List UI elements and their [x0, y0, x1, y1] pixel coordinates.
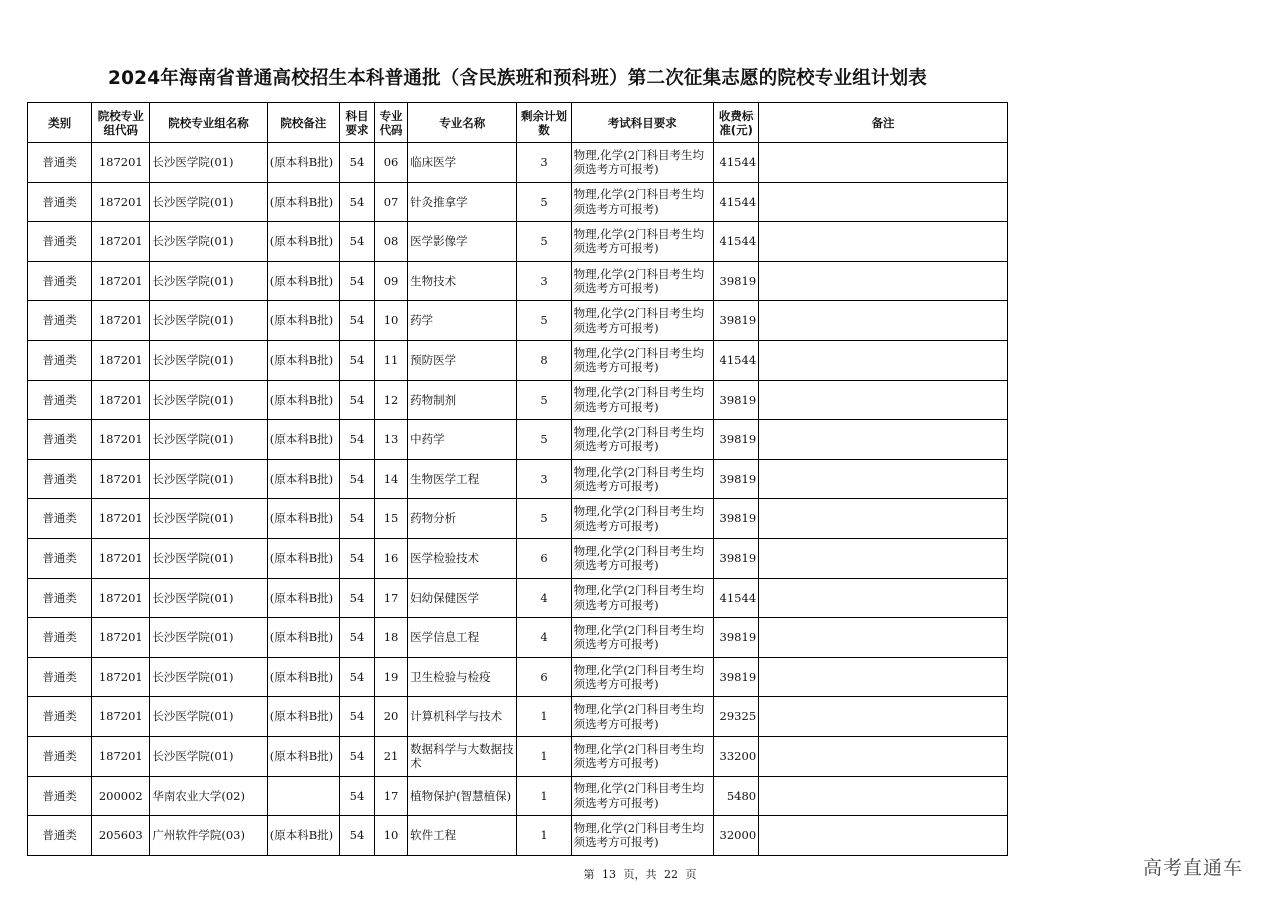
cell-fee: 39819: [714, 459, 759, 499]
table-row: [28, 736, 1008, 776]
cell-major-name: 药学: [408, 301, 517, 341]
cell-fee: 39819: [714, 420, 759, 460]
cell-fee: 39819: [714, 538, 759, 578]
cell-remaining: 5: [517, 380, 571, 420]
cell-exam-subjects: 物理,化学(2门科目考生均须选考方可报考): [571, 776, 713, 816]
header-group-code: 院校专业组代码: [92, 103, 150, 143]
cell-major-name: 预防医学: [408, 340, 517, 380]
table-row: [28, 816, 1008, 856]
cell-remaining: 5: [517, 182, 571, 222]
cell-category: 普通类: [28, 736, 92, 776]
cell-fee: 33200: [714, 736, 759, 776]
cell-remark: [759, 182, 1008, 222]
cell-fee: 29325: [714, 697, 759, 737]
cell-group-code: 187201: [92, 459, 150, 499]
cell-group-code: 187201: [92, 499, 150, 539]
cell-category: 普通类: [28, 618, 92, 658]
cell-major-name: 植物保护(智慧植保): [408, 776, 517, 816]
cell-exam-subjects: 物理,化学(2门科目考生均须选考方可报考): [571, 499, 713, 539]
cell-category: 普通类: [28, 697, 92, 737]
cell-school-note: (原本科B批): [267, 618, 339, 658]
cell-subject-req: 54: [339, 816, 374, 856]
cell-group-name: 长沙医学院(01): [150, 578, 267, 618]
header-group-name: 院校专业组名称: [150, 103, 267, 143]
cell-remark: [759, 578, 1008, 618]
cell-category: 普通类: [28, 340, 92, 380]
cell-school-note: (原本科B批): [267, 697, 339, 737]
cell-remark: [759, 261, 1008, 301]
cell-remaining: 5: [517, 301, 571, 341]
cell-remark: [759, 816, 1008, 856]
cell-group-code: 187201: [92, 578, 150, 618]
cell-category: 普通类: [28, 143, 92, 183]
cell-subject-req: 54: [339, 261, 374, 301]
cell-major-code: 07: [375, 182, 408, 222]
cell-group-name: 长沙医学院(01): [150, 261, 267, 301]
cell-school-note: (原本科B批): [267, 340, 339, 380]
cell-exam-subjects: 物理,化学(2门科目考生均须选考方可报考): [571, 222, 713, 262]
cell-subject-req: 54: [339, 301, 374, 341]
cell-subject-req: 54: [339, 499, 374, 539]
cell-remaining: 6: [517, 657, 571, 697]
table-row: [28, 578, 1008, 618]
cell-major-code: 08: [375, 222, 408, 262]
cell-group-name: 长沙医学院(01): [150, 301, 267, 341]
cell-category: 普通类: [28, 776, 92, 816]
cell-group-name: 长沙医学院(01): [150, 499, 267, 539]
table-row: [28, 380, 1008, 420]
cell-group-name: 长沙医学院(01): [150, 380, 267, 420]
cell-remaining: 6: [517, 538, 571, 578]
cell-category: 普通类: [28, 380, 92, 420]
cell-fee: 41544: [714, 182, 759, 222]
cell-major-name: 医学影像学: [408, 222, 517, 262]
cell-group-name: 长沙医学院(01): [150, 143, 267, 183]
cell-remark: [759, 618, 1008, 658]
cell-exam-subjects: 物理,化学(2门科目考生均须选考方可报考): [571, 578, 713, 618]
cell-school-note: (原本科B批): [267, 578, 339, 618]
cell-fee: 41544: [714, 143, 759, 183]
cell-school-note: (原本科B批): [267, 182, 339, 222]
cell-group-code: 200002: [92, 776, 150, 816]
cell-major-code: 10: [375, 816, 408, 856]
footer-prefix: 第: [583, 868, 595, 881]
cell-school-note: (原本科B批): [267, 143, 339, 183]
cell-fee: 39819: [714, 499, 759, 539]
cell-group-name: 长沙医学院(01): [150, 697, 267, 737]
cell-remark: [759, 340, 1008, 380]
cell-remark: [759, 697, 1008, 737]
cell-group-code: 187201: [92, 618, 150, 658]
cell-group-name: 长沙医学院(01): [150, 420, 267, 460]
header-major-code: 专业代码: [375, 103, 408, 143]
cell-major-name: 药物分析: [408, 499, 517, 539]
cell-exam-subjects: 物理,化学(2门科目考生均须选考方可报考): [571, 340, 713, 380]
cell-category: 普通类: [28, 657, 92, 697]
cell-group-code: 187201: [92, 143, 150, 183]
cell-remaining: 3: [517, 143, 571, 183]
cell-remaining: 4: [517, 578, 571, 618]
cell-school-note: (原本科B批): [267, 261, 339, 301]
cell-school-note: (原本科B批): [267, 499, 339, 539]
cell-group-code: 187201: [92, 657, 150, 697]
table-row: [28, 459, 1008, 499]
table-row: [28, 143, 1008, 183]
page-footer: [0, 866, 1280, 882]
cell-major-name: 软件工程: [408, 816, 517, 856]
cell-exam-subjects: 物理,化学(2门科目考生均须选考方可报考): [571, 182, 713, 222]
cell-group-name: 长沙医学院(01): [150, 618, 267, 658]
cell-remaining: 3: [517, 459, 571, 499]
header-fee: 收费标准(元): [714, 103, 759, 143]
header-exam-subjects: 考试科目要求: [571, 103, 713, 143]
cell-remaining: 3: [517, 261, 571, 301]
cell-major-code: 20: [375, 697, 408, 737]
cell-subject-req: 54: [339, 420, 374, 460]
cell-major-code: 16: [375, 538, 408, 578]
table-row: [28, 182, 1008, 222]
cell-subject-req: 54: [339, 182, 374, 222]
cell-remaining: 1: [517, 816, 571, 856]
cell-subject-req: 54: [339, 459, 374, 499]
cell-remaining: 5: [517, 222, 571, 262]
cell-group-name: 长沙医学院(01): [150, 657, 267, 697]
cell-exam-subjects: 物理,化学(2门科目考生均须选考方可报考): [571, 420, 713, 460]
cell-remark: [759, 736, 1008, 776]
cell-group-code: 187201: [92, 697, 150, 737]
cell-remark: [759, 538, 1008, 578]
table-row: [28, 222, 1008, 262]
cell-category: 普通类: [28, 816, 92, 856]
cell-remaining: 1: [517, 697, 571, 737]
cell-major-code: 06: [375, 143, 408, 183]
cell-exam-subjects: 物理,化学(2门科目考生均须选考方可报考): [571, 380, 713, 420]
cell-exam-subjects: 物理,化学(2门科目考生均须选考方可报考): [571, 697, 713, 737]
cell-remark: [759, 420, 1008, 460]
cell-school-note: (原本科B批): [267, 459, 339, 499]
cell-major-code: 10: [375, 301, 408, 341]
cell-major-code: 12: [375, 380, 408, 420]
cell-major-name: 计算机科学与技术: [408, 697, 517, 737]
cell-group-name: 广州软件学院(03): [150, 816, 267, 856]
cell-group-code: 187201: [92, 301, 150, 341]
cell-remaining: 1: [517, 736, 571, 776]
table-header-row: [28, 103, 1008, 143]
header-major-name: 专业名称: [408, 103, 517, 143]
table-row: [28, 697, 1008, 737]
cell-school-note: [267, 776, 339, 816]
cell-category: 普通类: [28, 499, 92, 539]
cell-subject-req: 54: [339, 380, 374, 420]
cell-exam-subjects: 物理,化学(2门科目考生均须选考方可报考): [571, 816, 713, 856]
cell-fee: 39819: [714, 380, 759, 420]
watermark-text: 高考直通车: [1143, 857, 1244, 879]
table-body: [28, 143, 1008, 856]
cell-major-code: 21: [375, 736, 408, 776]
cell-school-note: (原本科B批): [267, 657, 339, 697]
cell-fee: 39819: [714, 657, 759, 697]
cell-group-name: 长沙医学院(01): [150, 736, 267, 776]
cell-major-code: 19: [375, 657, 408, 697]
cell-major-name: 临床医学: [408, 143, 517, 183]
cell-major-name: 针灸推拿学: [408, 182, 517, 222]
page-title: 2024年海南省普通高校招生本科普通批（含民族班和预科班）第二次征集志愿的院校专业组计划表: [108, 68, 927, 89]
cell-remark: [759, 143, 1008, 183]
cell-major-name: 卫生检验与检疫: [408, 657, 517, 697]
cell-exam-subjects: 物理,化学(2门科目考生均须选考方可报考): [571, 261, 713, 301]
footer-mid: 页，共: [623, 868, 657, 881]
cell-major-name: 生物技术: [408, 261, 517, 301]
cell-school-note: (原本科B批): [267, 222, 339, 262]
cell-fee: 39819: [714, 301, 759, 341]
cell-subject-req: 54: [339, 657, 374, 697]
cell-category: 普通类: [28, 459, 92, 499]
footer-total-pages: 22: [664, 868, 678, 881]
cell-major-name: 生物医学工程: [408, 459, 517, 499]
cell-major-code: 17: [375, 776, 408, 816]
cell-fee: 32000: [714, 816, 759, 856]
header-subject-req: 科目要求: [339, 103, 374, 143]
cell-exam-subjects: 物理,化学(2门科目考生均须选考方可报考): [571, 459, 713, 499]
cell-exam-subjects: 物理,化学(2门科目考生均须选考方可报考): [571, 657, 713, 697]
cell-category: 普通类: [28, 222, 92, 262]
cell-subject-req: 54: [339, 697, 374, 737]
cell-fee: 41544: [714, 340, 759, 380]
cell-group-name: 长沙医学院(01): [150, 459, 267, 499]
table-row: [28, 301, 1008, 341]
plan-table: [27, 102, 1008, 856]
footer-current-page: 13: [602, 868, 616, 881]
cell-subject-req: 54: [339, 143, 374, 183]
cell-major-name: 数据科学与大数据技术: [408, 736, 517, 776]
cell-subject-req: 54: [339, 340, 374, 380]
cell-group-code: 205603: [92, 816, 150, 856]
cell-school-note: (原本科B批): [267, 420, 339, 460]
cell-category: 普通类: [28, 301, 92, 341]
cell-group-code: 187201: [92, 222, 150, 262]
cell-subject-req: 54: [339, 776, 374, 816]
cell-remaining: 1: [517, 776, 571, 816]
table-row: [28, 340, 1008, 380]
cell-major-code: 14: [375, 459, 408, 499]
cell-category: 普通类: [28, 182, 92, 222]
cell-major-name: 医学信息工程: [408, 618, 517, 658]
cell-exam-subjects: 物理,化学(2门科目考生均须选考方可报考): [571, 143, 713, 183]
cell-remark: [759, 380, 1008, 420]
cell-category: 普通类: [28, 578, 92, 618]
cell-school-note: (原本科B批): [267, 816, 339, 856]
cell-remaining: 5: [517, 499, 571, 539]
header-remark: 备注: [759, 103, 1008, 143]
cell-major-name: 中药学: [408, 420, 517, 460]
cell-exam-subjects: 物理,化学(2门科目考生均须选考方可报考): [571, 736, 713, 776]
cell-group-code: 187201: [92, 182, 150, 222]
cell-major-code: 15: [375, 499, 408, 539]
cell-subject-req: 54: [339, 538, 374, 578]
table-row: [28, 776, 1008, 816]
cell-group-name: 长沙医学院(01): [150, 340, 267, 380]
cell-remark: [759, 657, 1008, 697]
cell-school-note: (原本科B批): [267, 538, 339, 578]
cell-major-name: 妇幼保健医学: [408, 578, 517, 618]
cell-subject-req: 54: [339, 618, 374, 658]
cell-exam-subjects: 物理,化学(2门科目考生均须选考方可报考): [571, 301, 713, 341]
cell-major-code: 18: [375, 618, 408, 658]
table-row: [28, 499, 1008, 539]
table-row: [28, 420, 1008, 460]
cell-fee: 41544: [714, 222, 759, 262]
cell-category: 普通类: [28, 420, 92, 460]
cell-fee: 39819: [714, 261, 759, 301]
header-remaining: 剩余计划数: [517, 103, 571, 143]
cell-group-code: 187201: [92, 261, 150, 301]
cell-group-code: 187201: [92, 380, 150, 420]
cell-school-note: (原本科B批): [267, 736, 339, 776]
table-row: [28, 538, 1008, 578]
cell-major-code: 17: [375, 578, 408, 618]
header-school-note: 院校备注: [267, 103, 339, 143]
cell-school-note: (原本科B批): [267, 380, 339, 420]
cell-group-code: 187201: [92, 420, 150, 460]
header-category: 类别: [28, 103, 92, 143]
cell-category: 普通类: [28, 261, 92, 301]
cell-exam-subjects: 物理,化学(2门科目考生均须选考方可报考): [571, 538, 713, 578]
cell-group-code: 187201: [92, 736, 150, 776]
cell-group-name: 长沙医学院(01): [150, 538, 267, 578]
cell-subject-req: 54: [339, 578, 374, 618]
cell-remark: [759, 301, 1008, 341]
cell-exam-subjects: 物理,化学(2门科目考生均须选考方可报考): [571, 618, 713, 658]
cell-category: 普通类: [28, 538, 92, 578]
table-row: [28, 618, 1008, 658]
cell-remaining: 8: [517, 340, 571, 380]
cell-major-code: 11: [375, 340, 408, 380]
cell-subject-req: 54: [339, 222, 374, 262]
cell-fee: 39819: [714, 618, 759, 658]
cell-school-note: (原本科B批): [267, 301, 339, 341]
cell-remark: [759, 222, 1008, 262]
cell-major-code: 09: [375, 261, 408, 301]
cell-remark: [759, 499, 1008, 539]
cell-major-code: 13: [375, 420, 408, 460]
cell-group-code: 187201: [92, 538, 150, 578]
cell-major-name: 药物制剂: [408, 380, 517, 420]
cell-remaining: 5: [517, 420, 571, 460]
cell-group-name: 长沙医学院(01): [150, 182, 267, 222]
table-row: [28, 657, 1008, 697]
cell-remaining: 4: [517, 618, 571, 658]
cell-remark: [759, 459, 1008, 499]
cell-group-name: 长沙医学院(01): [150, 222, 267, 262]
cell-fee: 41544: [714, 578, 759, 618]
cell-fee: 5480: [714, 776, 759, 816]
cell-group-code: 187201: [92, 340, 150, 380]
cell-group-name: 华南农业大学(02): [150, 776, 267, 816]
cell-major-name: 医学检验技术: [408, 538, 517, 578]
footer-suffix: 页: [685, 868, 697, 881]
cell-remark: [759, 776, 1008, 816]
table-row: [28, 261, 1008, 301]
cell-subject-req: 54: [339, 736, 374, 776]
